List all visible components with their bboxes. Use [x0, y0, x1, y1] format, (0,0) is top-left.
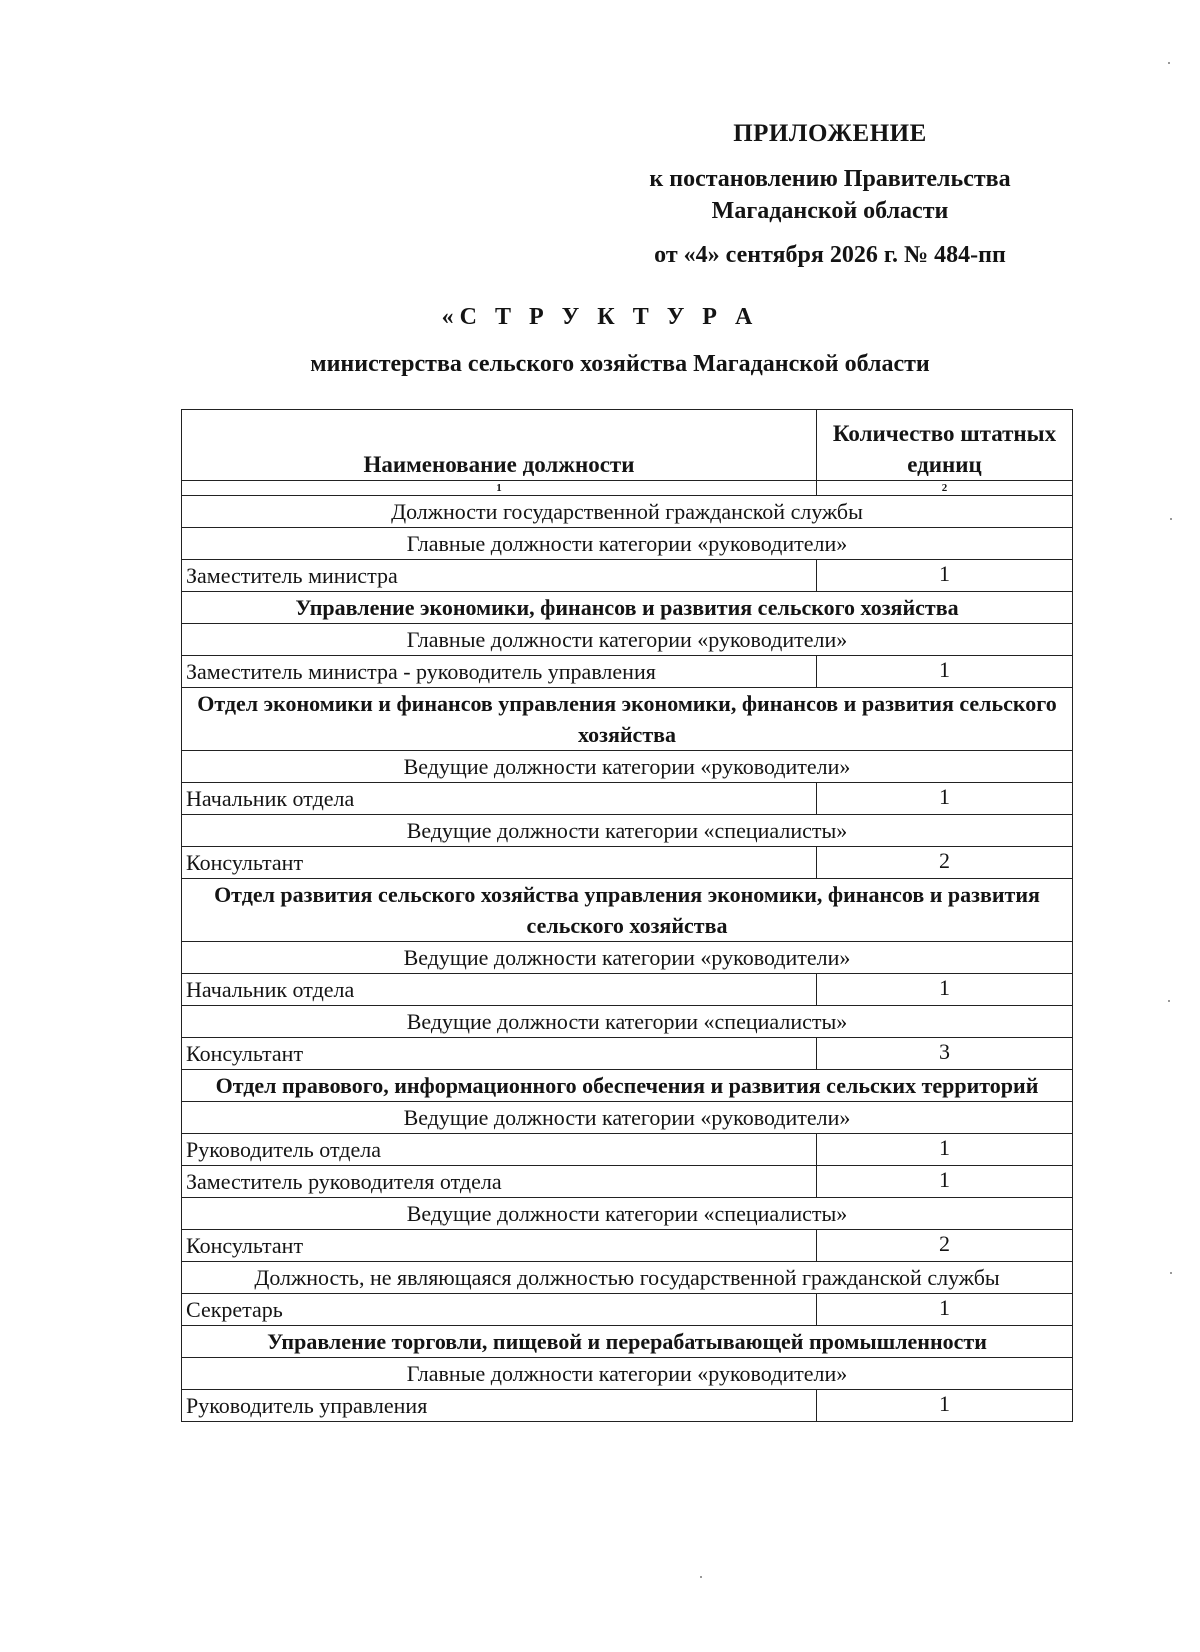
- ministry-title: министерства сельского хозяйства Магаданской области: [310, 351, 930, 377]
- position-name: Консультант: [182, 1230, 817, 1262]
- position-name: Руководитель отдела: [182, 1134, 817, 1166]
- position-name: Консультант: [182, 847, 817, 879]
- position-category-row: [182, 1102, 1073, 1134]
- position-row: [182, 1134, 1073, 1166]
- staff-count: 2: [817, 1230, 1073, 1262]
- department-heading: Управление торговли, пищевой и перерабатывающей промышленности: [182, 1326, 1073, 1358]
- scan-speck: [700, 1576, 702, 1578]
- position-category-label: Главные должности категории «руководители»: [182, 624, 1073, 656]
- staff-count: 1: [817, 783, 1073, 815]
- department-heading-row: [182, 879, 1073, 942]
- column-header-position-name: Наименование должности: [182, 410, 817, 481]
- position-category-row: [182, 942, 1073, 974]
- position-category-row: [182, 815, 1073, 847]
- staff-structure-table: [181, 409, 1073, 1422]
- column-number-1: 1: [182, 481, 817, 496]
- department-heading: Управление экономики, финансов и развития сельского хозяйства: [182, 592, 1073, 624]
- position-category-row: [182, 1198, 1073, 1230]
- position-row: [182, 1166, 1073, 1198]
- department-heading-row: [182, 688, 1073, 751]
- staff-count: 1: [817, 1166, 1073, 1198]
- table-header-row: [182, 410, 1073, 481]
- staff-count: 1: [817, 560, 1073, 592]
- decree-reference-line2: Магаданской области: [711, 198, 949, 224]
- scan-speck: [1170, 518, 1172, 520]
- position-category-label: Ведущие должности категории «руководители»: [182, 751, 1073, 783]
- position-category-row: [182, 528, 1073, 560]
- department-heading-row: [182, 1070, 1073, 1102]
- position-name: Руководитель управления: [182, 1390, 817, 1422]
- position-category-label: Ведущие должности категории «руководители»: [182, 942, 1073, 974]
- scan-speck: [1168, 62, 1170, 64]
- position-row: [182, 1038, 1073, 1070]
- department-heading: Отдел правового, информационного обеспечения и развития сельских территорий: [182, 1070, 1073, 1102]
- position-row: [182, 656, 1073, 688]
- position-category-label: Главные должности категории «руководители»: [182, 528, 1073, 560]
- position-category-row: [182, 1358, 1073, 1390]
- position-category-label: Ведущие должности категории «специалисты»: [182, 1198, 1073, 1230]
- service-section-row: [182, 496, 1073, 528]
- position-name: Заместитель министра - руководитель управления: [182, 656, 817, 688]
- staff-count: 1: [817, 1294, 1073, 1326]
- structure-title: «С Т Р У К Т У Р А: [441, 304, 759, 330]
- service-section-row: [182, 1262, 1073, 1294]
- position-row: [182, 1294, 1073, 1326]
- scan-speck: [1168, 1000, 1170, 1002]
- department-heading-row: [182, 1326, 1073, 1358]
- position-category-row: [182, 624, 1073, 656]
- department-heading: Отдел экономики и финансов управления экономики, финансов и развития сельского хозяйства: [182, 688, 1073, 751]
- position-name: Начальник отдела: [182, 974, 817, 1006]
- department-heading: Отдел развития сельского хозяйства управления экономики, финансов и развития сельского хозяйства: [182, 879, 1073, 942]
- position-row: [182, 974, 1073, 1006]
- position-row: [182, 847, 1073, 879]
- department-heading-row: [182, 592, 1073, 624]
- position-name: Консультант: [182, 1038, 817, 1070]
- appendix-title: ПРИЛОЖЕНИЕ: [733, 120, 927, 147]
- position-name: Секретарь: [182, 1294, 817, 1326]
- position-category-label: Ведущие должности категории «руководители»: [182, 1102, 1073, 1134]
- position-name: Начальник отдела: [182, 783, 817, 815]
- position-row: [182, 1390, 1073, 1422]
- position-row: [182, 783, 1073, 815]
- table-body: [182, 496, 1073, 1422]
- position-category-label: Главные должности категории «руководители»: [182, 1358, 1073, 1390]
- column-header-staff-count: Количество штатных единиц: [817, 410, 1073, 481]
- staff-count: 1: [817, 974, 1073, 1006]
- service-section-heading: Должности государственной гражданской службы: [182, 496, 1073, 528]
- service-section-heading: Должность, не являющаяся должностью государственной гражданской службы: [182, 1262, 1073, 1294]
- staff-count: 1: [817, 1390, 1073, 1422]
- staff-count: 3: [817, 1038, 1073, 1070]
- staff-count: 2: [817, 847, 1073, 879]
- position-row: [182, 560, 1073, 592]
- position-name: Заместитель министра: [182, 560, 817, 592]
- position-name: Заместитель руководителя отдела: [182, 1166, 817, 1198]
- position-category-label: Ведущие должности категории «специалисты»: [182, 815, 1073, 847]
- staff-count: 1: [817, 1134, 1073, 1166]
- staff-count: 1: [817, 656, 1073, 688]
- column-number-2: 2: [817, 481, 1073, 496]
- decree-reference-line1: к постановлению Правительства: [649, 166, 1011, 192]
- scan-speck: [1170, 1272, 1172, 1274]
- column-number-row: [182, 481, 1073, 496]
- decree-date-number: от «4» сентября 2026 г. № 484-пп: [654, 242, 1006, 268]
- position-category-row: [182, 1006, 1073, 1038]
- position-category-label: Ведущие должности категории «специалисты»: [182, 1006, 1073, 1038]
- position-row: [182, 1230, 1073, 1262]
- position-category-row: [182, 751, 1073, 783]
